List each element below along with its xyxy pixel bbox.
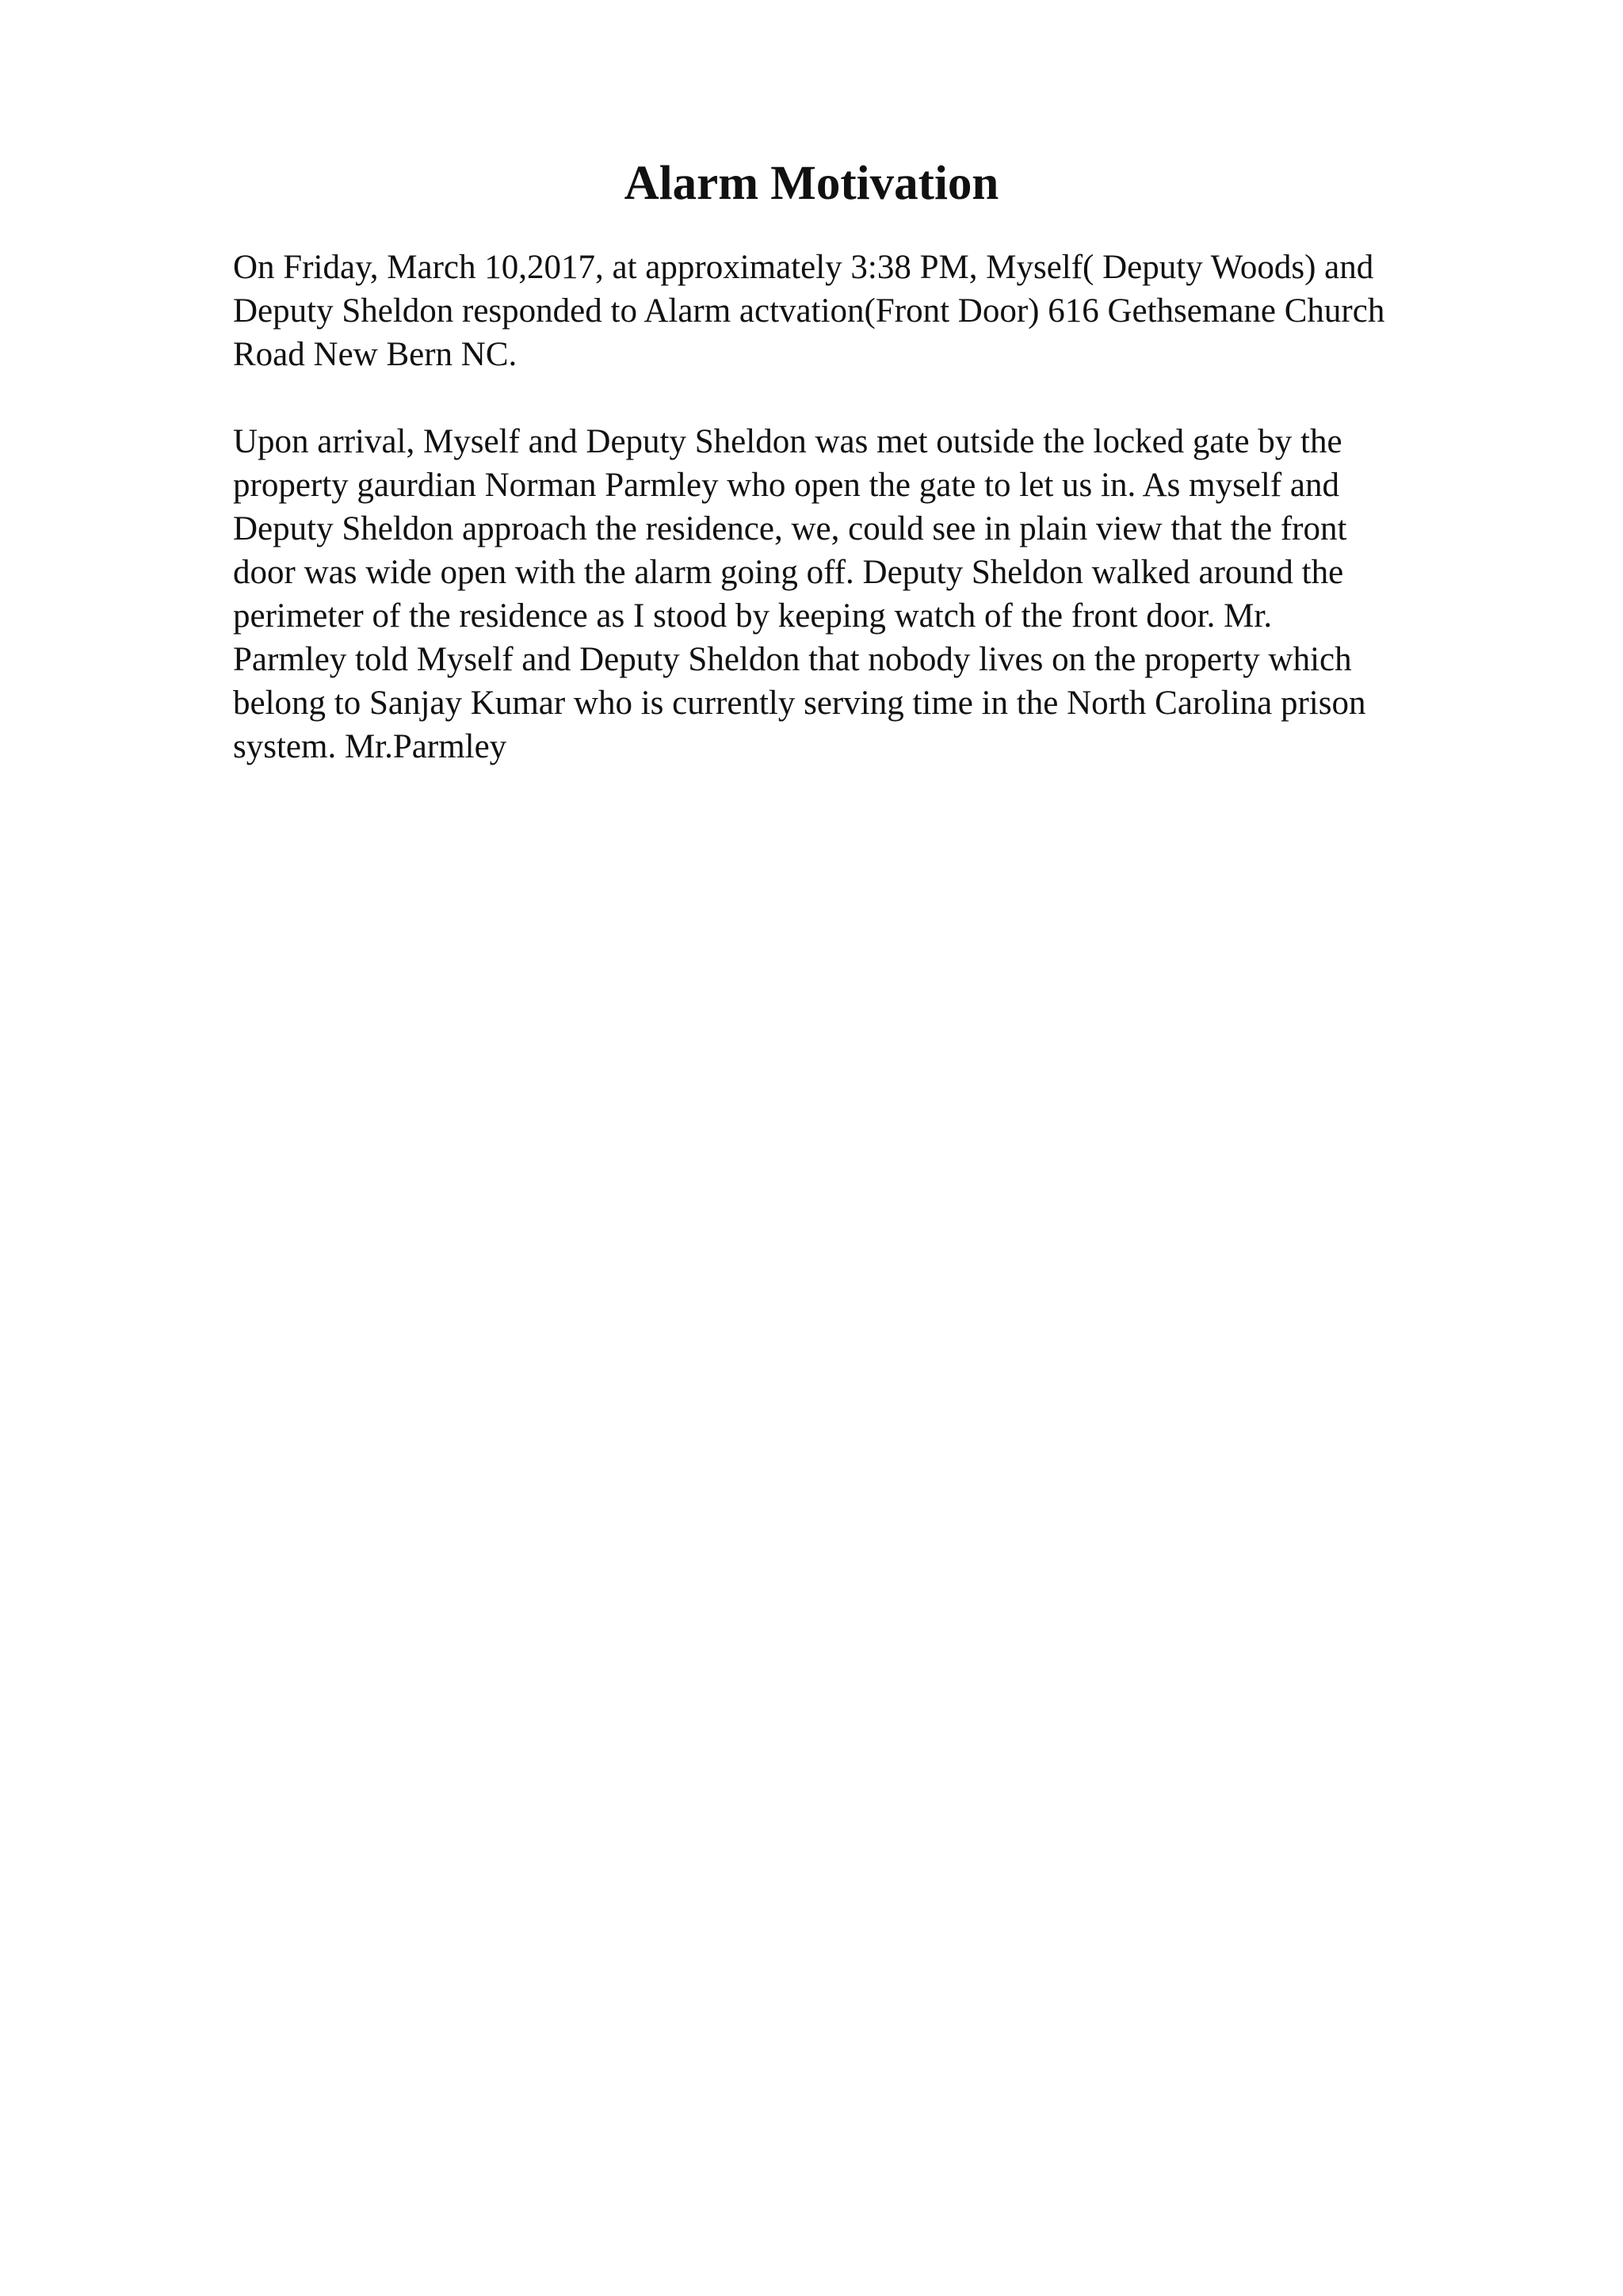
paragraph-2-line-3: Deputy Sheldon approach the residence, we, could see in plain view that the front	[233, 510, 1347, 547]
paragraph-2-line-6: Parmley told Myself and Deputy Sheldon that nobody lives on the property which	[233, 641, 1352, 678]
paragraph-2-line-8: system. Mr.Parmley	[233, 728, 507, 765]
paragraph-1-line-3: Road New Bern NC.	[233, 336, 517, 373]
document-body	[233, 246, 1533, 812]
paragraph-2-line-5: perimeter of the residence as I stood by keeping watch of the front door. Mr.	[233, 597, 1273, 635]
paragraph-1	[233, 246, 1533, 376]
paragraph-2-line-4: door was wide open with the alarm going off. Deputy Sheldon walked around the	[233, 554, 1344, 591]
paragraph-1-line-1: On Friday, March 10,2017, at approximately 3:38 PM, Myself( Deputy Woods) and	[233, 249, 1374, 286]
paragraph-2-line-2: property gaurdian Norman Parmley who open the gate to let us in. As myself and	[233, 467, 1339, 504]
paragraph-2	[233, 420, 1533, 769]
paragraph-1-line-2: Deputy Sheldon responded to Alarm actvation(Front Door) 616 Gethsemane Church	[233, 292, 1385, 330]
document-title: Alarm Motivation	[624, 157, 999, 210]
paragraph-2-line-1: Upon arrival, Myself and Deputy Sheldon was met outside the locked gate by the	[233, 423, 1342, 460]
paragraph-2-line-7: belong to Sanjay Kumar who is currently serving time in the North Carolina prison	[233, 685, 1366, 722]
